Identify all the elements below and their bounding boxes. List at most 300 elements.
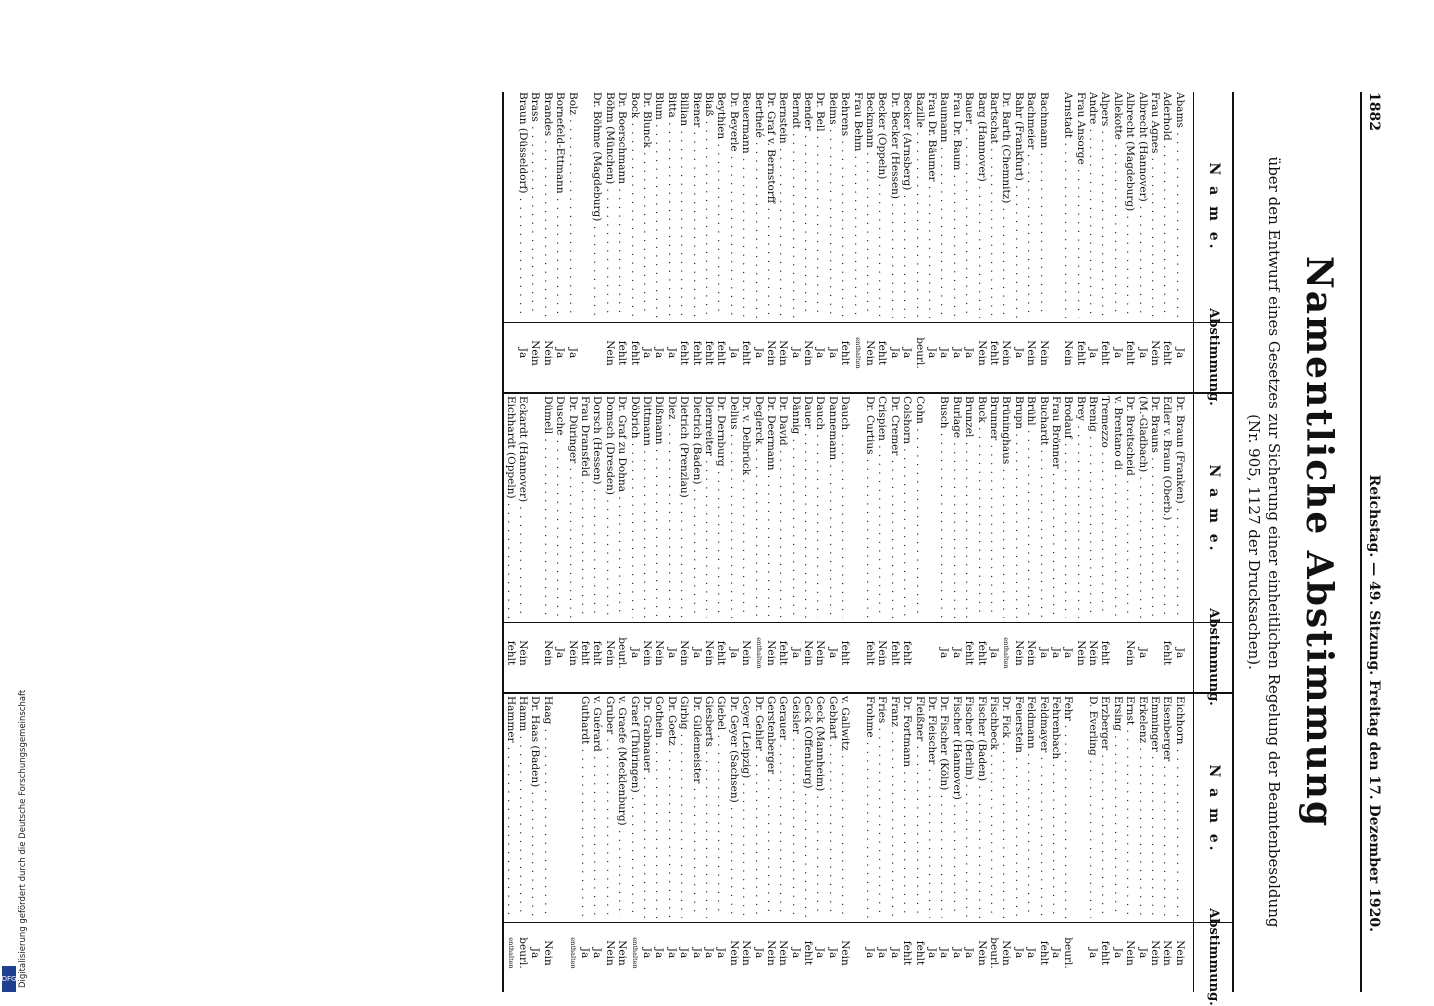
table-row <box>554 396 566 692</box>
table-row <box>703 696 715 992</box>
vote-value <box>913 618 925 688</box>
table-row <box>740 396 752 692</box>
vote-value: enthalten <box>853 337 862 369</box>
table-row <box>616 92 628 392</box>
vote-value: fehlt <box>1099 340 1112 366</box>
vote-value: fehlt <box>876 340 889 366</box>
table-row <box>517 92 529 392</box>
table-row <box>876 696 888 992</box>
table-row <box>1161 92 1173 392</box>
vote-header: Abstimmung. <box>1206 308 1222 406</box>
table-row <box>505 396 517 692</box>
table-row <box>740 92 752 392</box>
table-row <box>666 696 678 992</box>
column-divider <box>504 922 1234 923</box>
member-name: Dr. Grabnauer . . . <box>641 696 653 918</box>
table-row <box>1013 396 1025 692</box>
vote-value: Nein <box>1074 640 1087 666</box>
table-row <box>901 92 913 392</box>
member-name: Fischer (Berlin) . . . <box>963 696 975 918</box>
table-row <box>604 696 616 992</box>
vote-value: Ja <box>1136 947 1149 959</box>
table-row <box>1087 92 1099 392</box>
table-row <box>542 92 554 392</box>
name-header: N a m e. <box>1206 464 1222 554</box>
member-name: Fleißner . . . <box>914 696 926 918</box>
vote-value: Ja <box>1173 647 1186 659</box>
member-name: Abams . . . <box>1174 92 1186 318</box>
member-name: Böhm (München) . . . <box>604 92 616 318</box>
vote-value: Nein <box>616 940 629 966</box>
table-row <box>814 696 826 992</box>
vote-value: Ja <box>938 947 951 959</box>
vote-value: Ja <box>814 347 827 359</box>
member-name: Feuerstein . . . <box>1013 696 1025 918</box>
vote-value: Ja <box>938 347 951 359</box>
member-name: Dietrich (Baden) . . . <box>691 396 703 618</box>
vote-value: Ja <box>566 347 579 359</box>
vote-value: fehlt <box>1161 640 1174 666</box>
vote-value: Ja <box>641 347 654 359</box>
vote-value: fehlt <box>987 340 1000 366</box>
member-name: Dr. Deermann . . . <box>765 396 777 618</box>
member-name: Dannemann . . . <box>827 396 839 618</box>
vote-value <box>591 318 603 388</box>
table-row <box>827 696 839 992</box>
member-name: Geck (Mannheim) . . . <box>814 696 826 918</box>
vote-value: Nein <box>777 340 790 366</box>
table-row <box>1074 696 1086 992</box>
member-name: Bitta . . . <box>666 92 678 318</box>
member-name: Eisenberger . . . <box>1161 696 1173 918</box>
member-name: Eichhardt (Oppeln) . . . <box>505 396 517 618</box>
member-name: Dr. Brauns . . . <box>1149 396 1161 618</box>
table-row <box>1062 396 1074 692</box>
table-row <box>913 92 925 392</box>
vote-value: Ja <box>789 647 802 659</box>
member-name: Dr. Goetz . . . <box>666 696 678 918</box>
vote-value: Ja <box>826 947 839 959</box>
vote-value: Ja <box>628 647 641 659</box>
page-number: 1882 <box>1366 92 1382 131</box>
member-name: Dr. Curtius . . . <box>864 396 876 618</box>
member-name: Bock . . . <box>629 92 641 318</box>
table-row <box>1124 696 1136 992</box>
table-row <box>876 396 888 692</box>
table-row <box>1000 92 1012 392</box>
member-name: Domsch (Dresden) . . . <box>604 396 616 618</box>
vote-value: fehlt <box>1099 940 1112 966</box>
running-title: Reichstag. — 49. Sitzung. Freitag den 17. Dezember 1920. <box>1366 474 1382 932</box>
vote-value: Ja <box>1136 347 1149 359</box>
table-row <box>579 396 591 692</box>
vote-value: beurl. <box>616 637 629 669</box>
table-row <box>790 696 802 992</box>
member-name: Fischer (Hannover) . . . <box>951 696 963 918</box>
table-row <box>703 92 715 392</box>
table-row <box>542 396 554 692</box>
member-name: v. Graefe (Mecklenburg) . . . <box>616 696 628 918</box>
table-row <box>839 696 851 992</box>
member-name: Feldmann . . . <box>1025 696 1037 918</box>
member-name: Frau Behm . . . <box>852 92 864 318</box>
vote-value: Nein <box>1149 940 1162 966</box>
table-row <box>864 696 876 992</box>
vote-value: fehlt <box>1037 940 1050 966</box>
vote-value: Ja <box>641 947 654 959</box>
table-row <box>913 696 925 992</box>
vote-value: beurl. <box>987 937 1000 969</box>
member-name: Tremezzo . . . <box>1099 396 1111 618</box>
table-row <box>517 396 529 692</box>
vote-value: Nein <box>740 940 753 966</box>
vote-value: Nein <box>1173 940 1186 966</box>
member-name: Bornefeld-Ettmann . . . <box>554 92 566 318</box>
table-row <box>790 92 802 392</box>
table-row <box>851 92 863 392</box>
table-row <box>1099 696 1111 992</box>
member-name: Aderhold . . . <box>1161 92 1173 318</box>
table-section-2 <box>504 396 1234 706</box>
vote-value: Ja <box>950 647 963 659</box>
table-row <box>554 92 566 392</box>
vote-value: enthalten <box>630 937 639 969</box>
table-section-3 <box>504 696 1234 1006</box>
table-row <box>1174 92 1186 392</box>
table-row <box>963 396 975 692</box>
table-row <box>1037 696 1049 992</box>
table-row <box>1050 696 1062 992</box>
vote-value: Ja <box>690 647 703 659</box>
table-row <box>715 92 727 392</box>
vote-value: Ja <box>1025 947 1038 959</box>
vote-value: Nein <box>740 640 753 666</box>
table-row <box>864 396 876 692</box>
table-row <box>889 396 901 692</box>
table-row <box>1000 696 1012 992</box>
vote-value: Nein <box>814 640 827 666</box>
vote-value: Ja <box>702 947 715 959</box>
member-name: Dr. v. Delbrück . . . <box>740 396 752 618</box>
table-row <box>963 696 975 992</box>
member-name: Fischer (Baden) . . . <box>976 696 988 918</box>
member-name: (M.-Gladbach) . . . <box>1137 396 1149 618</box>
table-row <box>851 696 863 992</box>
table-row <box>1074 396 1086 692</box>
table-row <box>666 92 678 392</box>
table-row <box>777 92 789 392</box>
vote-value: beurl. <box>1062 937 1075 969</box>
member-name: Frau Dransfeld . . . <box>579 396 591 618</box>
member-name: Dr. Blunck . . . <box>641 92 653 318</box>
digitization-note <box>6 608 28 988</box>
member-name: Giesberts . . . <box>703 696 715 918</box>
vote-value: Nein <box>702 640 715 666</box>
vote-header: Abstimmung. <box>1206 908 1222 1006</box>
table-row <box>975 696 987 992</box>
table-row <box>1050 92 1062 392</box>
vote-value: enthalten <box>1002 637 1011 669</box>
member-name: Erzberger . . . <box>1099 696 1111 918</box>
table-row <box>827 92 839 392</box>
member-name: Bazille . . . <box>914 92 926 318</box>
vote-value: Nein <box>727 940 740 966</box>
table-row <box>1099 396 1111 692</box>
member-name: D. Everling . . . <box>1087 696 1099 918</box>
member-name: Biener . . . <box>691 92 703 318</box>
member-name: Dr. Barth (Chemnitz) . . . <box>1000 92 1012 318</box>
member-name: Geisler . . . <box>790 696 802 918</box>
member-name: Bachmeier . . . <box>1025 92 1037 318</box>
name-header: N a m e. <box>1206 162 1222 252</box>
member-name: Brenig . . . <box>1087 396 1099 618</box>
member-name: Albrecht (Magdeburg) . . . <box>1124 92 1136 318</box>
member-name: Döbrich . . . <box>629 396 641 618</box>
vote-value: Ja <box>665 347 678 359</box>
member-name: Diez . . . <box>666 396 678 618</box>
table-row <box>839 92 851 392</box>
vote-value: Ja <box>826 647 839 659</box>
vote-value: Ja <box>1062 647 1075 659</box>
column-1-rows <box>517 92 1186 392</box>
member-name: Fehr . . . <box>1062 696 1074 918</box>
vote-value: Ja <box>864 947 877 959</box>
vote-value: fehlt <box>579 640 592 666</box>
member-name: Biaß . . . <box>703 92 715 318</box>
table-row <box>566 92 578 392</box>
member-name: Fehrenbach . . . <box>1050 696 1062 918</box>
column-divider <box>504 322 1234 323</box>
table-row <box>913 396 925 692</box>
table-row <box>1087 696 1099 992</box>
member-name: Ersing . . . <box>1112 696 1124 918</box>
vote-value: fehlt <box>975 640 988 666</box>
member-name: Baumann . . . <box>938 92 950 318</box>
vote-value: fehlt <box>839 640 852 666</box>
member-name: Deglerck . . . <box>753 396 765 618</box>
member-name: Andre . . . <box>1087 92 1099 318</box>
vote-value: Ja <box>814 947 827 959</box>
member-name: Brupn . . . <box>1013 396 1025 618</box>
member-name: Dittmann . . . <box>641 396 653 618</box>
vote-value: Nein <box>975 340 988 366</box>
vote-value: Ja <box>1012 347 1025 359</box>
vote-value: Nein <box>1012 640 1025 666</box>
member-name: Brunzel . . . <box>963 396 975 618</box>
table-row <box>951 696 963 992</box>
column-3-rows <box>505 696 1186 992</box>
vote-value: Ja <box>826 347 839 359</box>
table-row <box>851 396 863 692</box>
table-row <box>1124 92 1136 392</box>
table-row <box>628 396 640 692</box>
table-row <box>975 396 987 692</box>
member-name: Dr. Böhme (Magdeburg) . . . <box>591 92 603 318</box>
member-name: Hamm . . . <box>517 696 529 918</box>
vote-value: Nein <box>764 640 777 666</box>
member-name: Fischbeck . . . <box>988 696 1000 918</box>
vote-value: Nein <box>764 940 777 966</box>
vote-value: Ja <box>950 947 963 959</box>
vote-value: Ja <box>665 947 678 959</box>
column-2-rows <box>505 396 1186 692</box>
table-row <box>1000 396 1012 692</box>
vote-value: Nein <box>529 340 542 366</box>
vote-value: Nein <box>777 940 790 966</box>
table-row <box>752 696 764 992</box>
vote-value: fehlt <box>913 940 926 966</box>
vote-value: Ja <box>876 947 889 959</box>
table-row <box>591 92 603 392</box>
table-row <box>876 92 888 392</box>
member-name: Frau Dr. Bäumer . . . <box>926 92 938 318</box>
member-name: Dr. Boerschmann . . . <box>616 92 628 318</box>
member-name: Beuermann . . . <box>740 92 752 318</box>
vote-value: Ja <box>653 947 666 959</box>
member-name: Dr. Graf v. Bernstorff . . . <box>765 92 777 318</box>
vote-value: fehlt <box>628 340 641 366</box>
vote-value: Ja <box>1173 347 1186 359</box>
member-name: Dr. Braun (Franken) . . . <box>1174 396 1186 618</box>
member-name: Becker (Arnsberg) . . . <box>901 92 913 318</box>
vote-value: fehlt <box>1099 640 1112 666</box>
member-name: Busch . . . <box>938 396 950 618</box>
table-row <box>678 696 690 992</box>
member-name: Dr. David . . . <box>777 396 789 618</box>
table-row <box>1062 696 1074 992</box>
member-name: Dr. Becker (Hessen) . . . <box>889 92 901 318</box>
table-row <box>938 696 950 992</box>
vote-value: fehlt <box>616 340 629 366</box>
table-row <box>529 696 541 992</box>
vote-value <box>1149 618 1161 688</box>
table-row <box>529 92 541 392</box>
vote-value: Nein <box>864 340 877 366</box>
member-name: Dännig . . . <box>790 396 802 618</box>
table-row <box>1112 696 1124 992</box>
table-row <box>604 92 616 392</box>
table-row <box>802 92 814 392</box>
vote-value: Ja <box>987 647 1000 659</box>
member-name: Brass . . . <box>530 92 542 318</box>
member-name: Dr. Geyer (Sachsen) . . . <box>728 696 740 918</box>
table-row <box>1037 92 1049 392</box>
member-name: Dietrich (Prenzlau) . . . <box>678 396 690 618</box>
vote-value: enthalten <box>754 637 763 669</box>
vote-value: Nein <box>1161 940 1174 966</box>
table-row <box>641 696 653 992</box>
member-name: Dr. Graf zu Dohna . . . <box>616 396 628 618</box>
member-name: Braun (Düsseldorf) . . . <box>517 92 529 318</box>
table-row <box>1062 92 1074 392</box>
vote-value: Nein <box>802 340 815 366</box>
table-row <box>1037 396 1049 692</box>
table-row <box>1074 92 1086 392</box>
table-row <box>641 92 653 392</box>
vote-value: Ja <box>665 647 678 659</box>
table-row <box>1025 92 1037 392</box>
vote-value: Ja <box>1012 947 1025 959</box>
member-name: Buchardt . . . <box>1038 396 1050 618</box>
table-row <box>963 92 975 392</box>
member-name: Erkelenz . . . <box>1137 696 1149 918</box>
table-row <box>765 696 777 992</box>
table-row <box>715 696 727 992</box>
vote-value: Ja <box>517 347 530 359</box>
table-row <box>765 92 777 392</box>
member-name: Gebhart . . . <box>827 696 839 918</box>
table-row <box>505 696 517 992</box>
member-name: v. Brentano di . . . <box>1112 396 1124 618</box>
vote-value: Ja <box>554 347 567 359</box>
vote-value: fehlt <box>1074 340 1087 366</box>
vote-value: Nein <box>603 940 616 966</box>
vote-value: fehlt <box>1161 340 1174 366</box>
vote-value: Ja <box>1087 347 1100 359</box>
member-name: Dr. Fick . . . <box>1000 696 1012 918</box>
member-name: Brey . . . <box>1075 396 1087 618</box>
table-row <box>517 696 529 992</box>
vote-value: Nein <box>839 940 852 966</box>
table-row <box>678 396 690 692</box>
table-row <box>579 92 591 392</box>
vote-value: fehlt <box>678 340 691 366</box>
table-row <box>728 696 740 992</box>
table-row <box>814 92 826 392</box>
table-row <box>1099 92 1111 392</box>
vote-value: fehlt <box>702 340 715 366</box>
vote-value: Nein <box>1000 940 1013 966</box>
vote-value: beurl. <box>913 337 926 369</box>
table-row <box>653 92 665 392</box>
table-row <box>802 696 814 992</box>
member-name: Eckardt (Hannover) . . . <box>517 396 529 618</box>
vote-value: Nein <box>541 640 554 666</box>
vote-value: Ja <box>752 347 765 359</box>
vote-value <box>529 618 541 688</box>
subtitle-line-1: über den Entwurf eines Gesetzes zur Sicherung einer einheitlichen Regelung der Beamtenbesoldung <box>1265 156 1283 928</box>
table-row <box>566 696 578 992</box>
table-row <box>802 396 814 692</box>
member-name: Brüninghaus . . . <box>1000 396 1012 618</box>
vote-value: Ja <box>554 647 567 659</box>
member-name: Becker (Oppeln) . . . <box>876 92 888 318</box>
table-row <box>542 696 554 992</box>
vote-value: Ja <box>579 947 592 959</box>
vote-value: Ja <box>727 347 740 359</box>
table-row <box>1124 396 1136 692</box>
vote-value: fehlt <box>839 340 852 366</box>
vote-value: Ja <box>888 347 901 359</box>
vote-value: Ja <box>653 347 666 359</box>
vote-value: Ja <box>789 947 802 959</box>
member-name: Geck (Offenburg) . . . <box>802 696 814 918</box>
table-row <box>975 92 987 392</box>
table-row <box>938 92 950 392</box>
table-row <box>901 696 913 992</box>
member-name: Hammer . . . <box>505 696 517 918</box>
table-row <box>591 696 603 992</box>
table-row <box>653 396 665 692</box>
table-row <box>653 696 665 992</box>
vote-value <box>851 918 863 988</box>
table-row <box>678 92 690 392</box>
member-name: Gothein . . . <box>653 696 665 918</box>
vote-value: fehlt <box>864 640 877 666</box>
member-name: Gerauer . . . <box>777 696 789 918</box>
table-row <box>529 396 541 692</box>
vote-value: Nein <box>764 340 777 366</box>
